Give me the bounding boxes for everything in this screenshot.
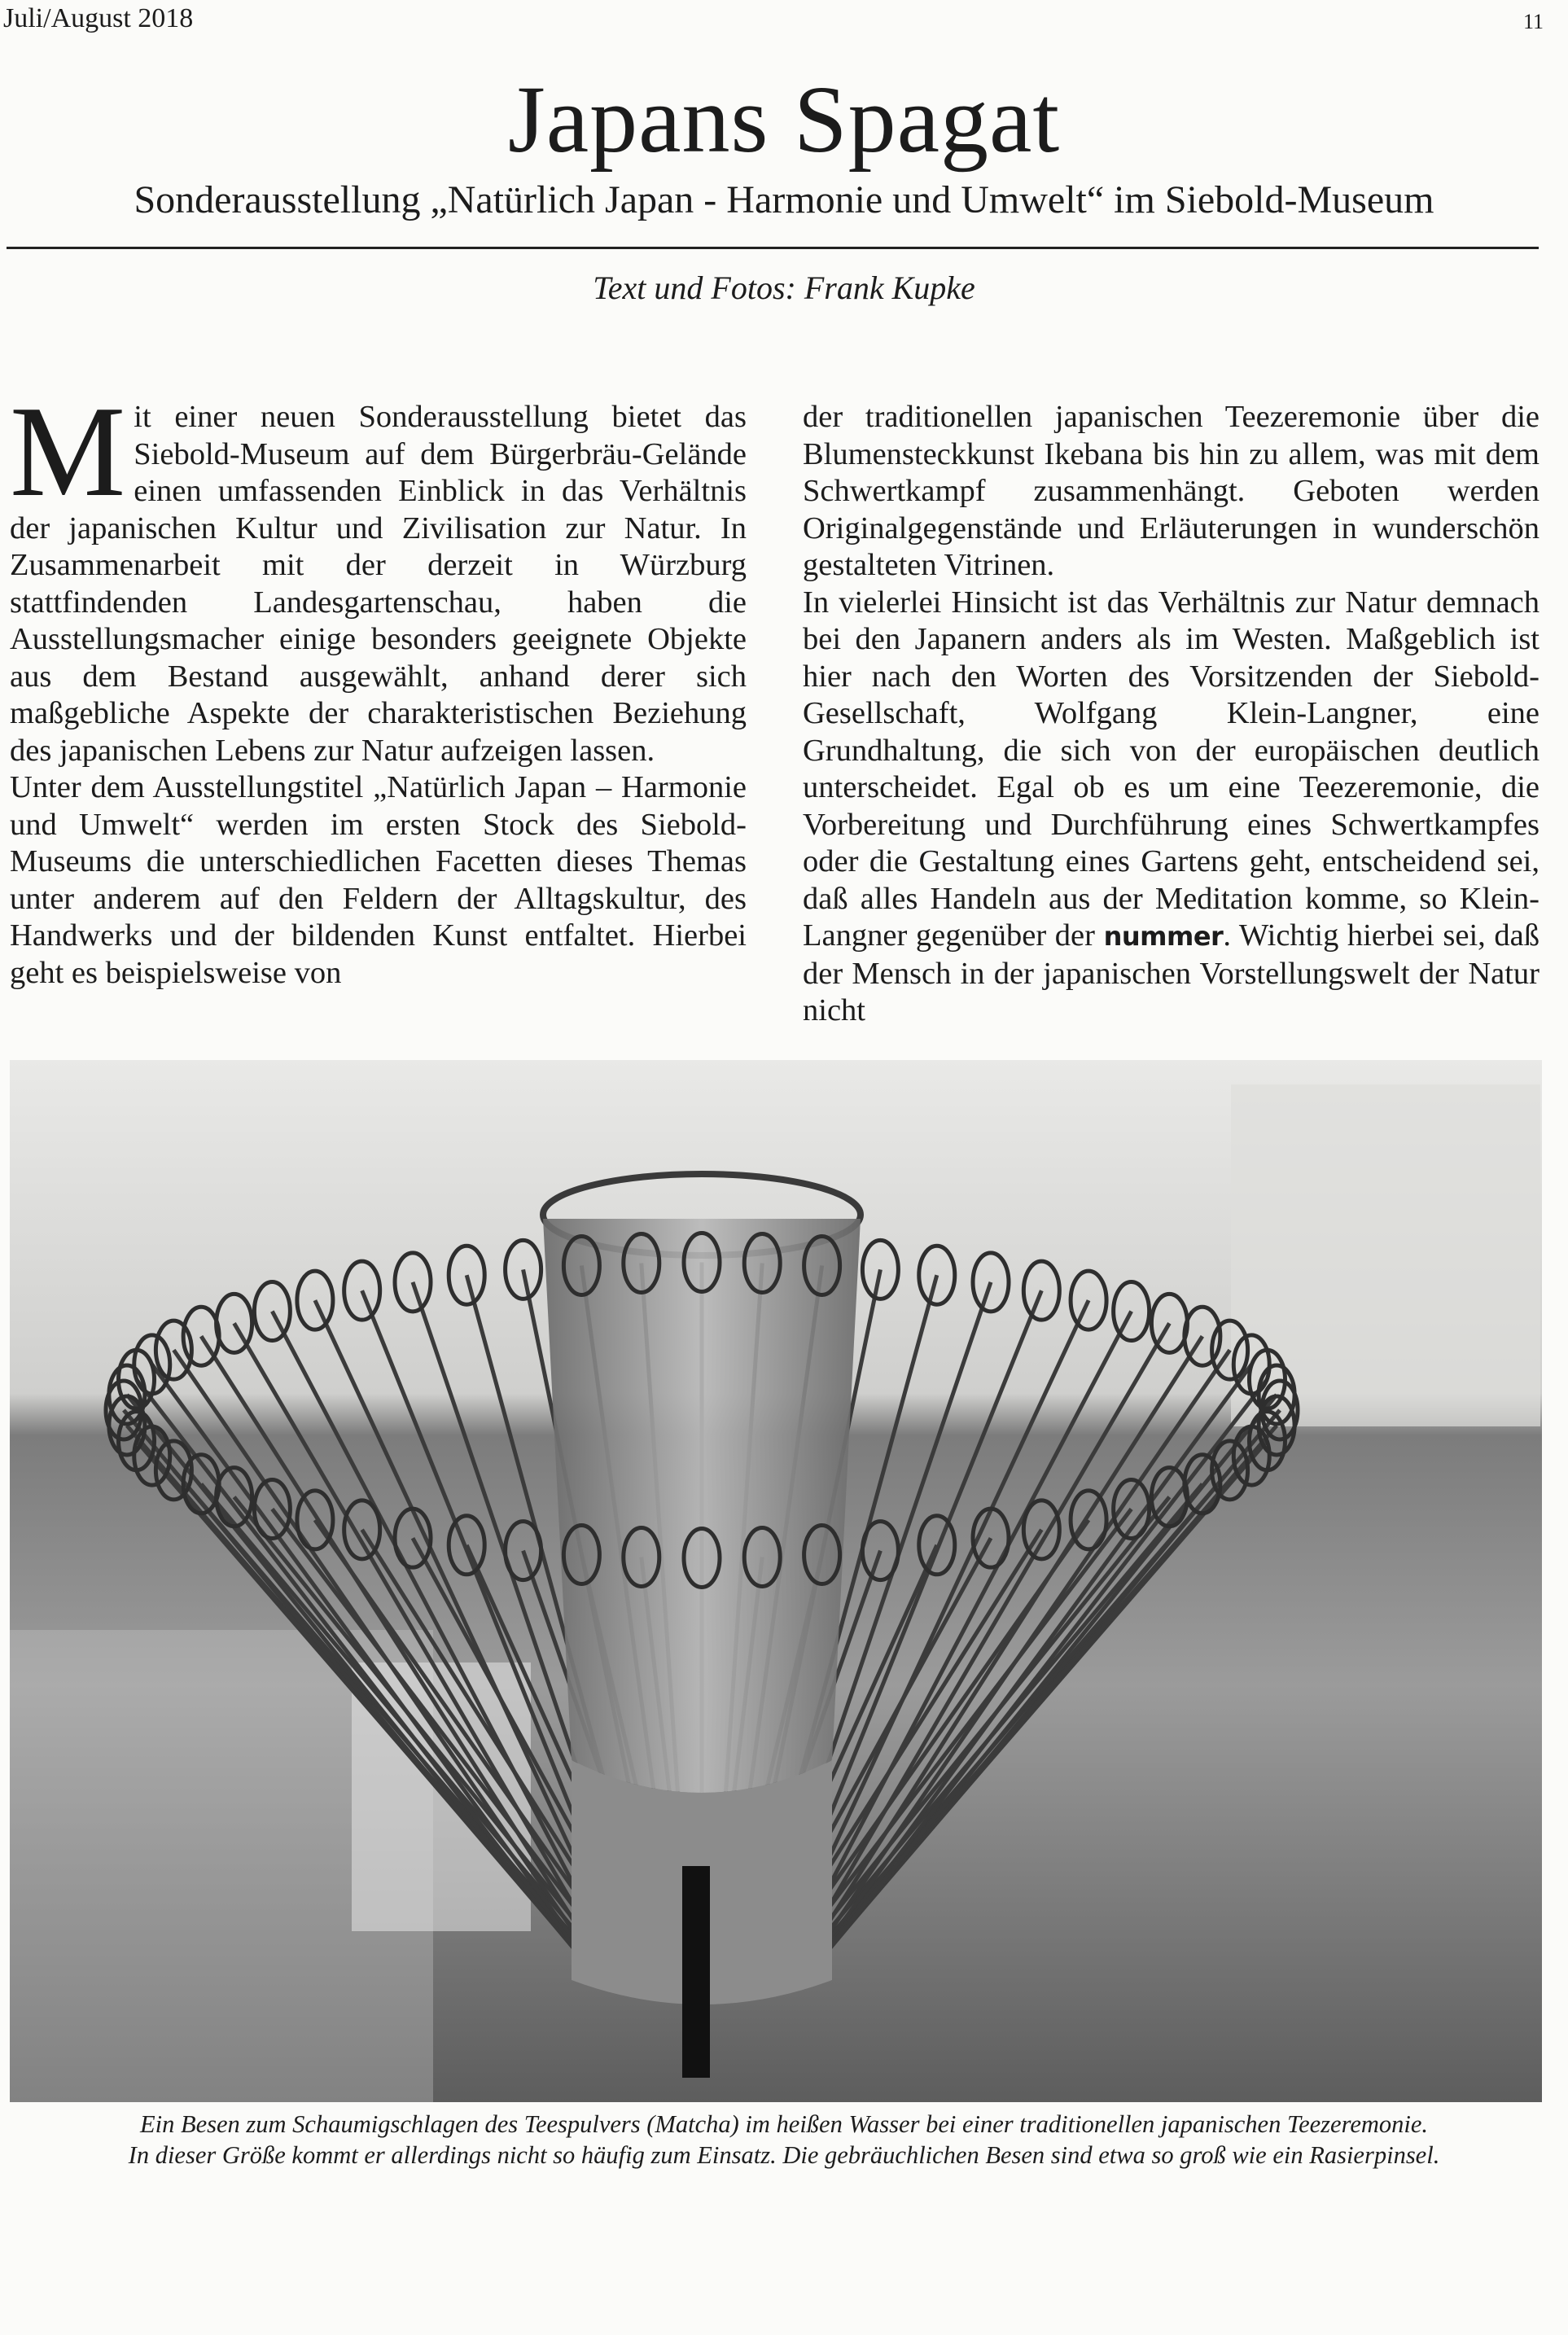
caption-line-2: In dieser Größe kommt er allerdings nicht so häufig zum Einsatz. Die gebräuchlichen Besen sind etwa so groß wie ein Rasierpinsel. [128,2141,1440,2169]
title-rule [7,247,1539,249]
nature-text-end: . Wichtig hierbei sei, daß der Mensch in der japanischen Vorstellungswelt der Natur nicht [803,918,1540,1027]
tea-whisk-illustration [10,1060,1542,2102]
tea-whisk-photo [10,1060,1542,2102]
paragraph-tea-ceremony: der traditionellen japanischen Teezeremonie über die Blumensteckkunst Ikebana bis hin zu allem, was mit dem Schwertkampf zusammenhängt. Geboten werden Originalgegenstände und Erläuterungen in wunderschön gestalteten Vitrinen. [803,400,1540,582]
issue-date: Juli/August 2018 [3,3,194,33]
left-column [10,379,747,992]
page-number: 11 [1522,10,1544,33]
paragraph-nature [803,585,1540,1030]
byline: Text und Fotos: Frank Kupke [593,269,975,306]
drop-cap: M [10,379,126,524]
article-subtitle: Sonderausstellung „Natürlich Japan - Harmonie und Umwelt“ im Siebold-Museum [134,178,1434,221]
intro-text: it einer neuen Sonderausstellung bietet das Siebold-Museum auf dem Bürgerbräu-Gelände einen umfassenden Einblick in das Verhältnis der japanischen Kultur und Zivilisation zur Natur. In Zusammenarbeit mit der derzeit in Würzburg stattfindenden Landesgartenschau, haben die Ausstellungsmacher einige besonders geeignete Objekte aus dem Bestand ausgewählt, anhand derer sich maßgebliche Aspekte der charakteristischen Beziehung des japanischen Lebens zur Natur aufzeigen lassen. [10,400,747,768]
article-title: Japans Spagat [507,66,1061,173]
magazine-logo-text: nummer [1103,921,1224,952]
right-column [803,399,1540,1030]
paragraph-intro [10,379,747,769]
nature-text: In vielerlei Hinsicht ist das Verhältnis zur Natur demnach bei den Japanern anders als im Westen. Maßgeblich ist hier nach den Worten des Vorsitzenden der Siebold-Gesellschaft, Wolfgang Klein-Langner, eine Grundhaltung, die sich von der europäischen deutlich unterscheidet. Egal ob es um eine Teezeremonie, die Vorbereitung und Durchführung eines Schwertkampfes oder die Gestaltung eines Gartens geht, entscheidend sei, daß alles Handeln aus der Meditation komme, so Klein-Langner gegenüber der [803,585,1540,953]
paragraph-exhibition: Unter dem Ausstellungstitel „Natürlich Japan – Harmonie und Umwelt“ werden im ersten Stock des Siebold-Museums die unterschiedlichen Facetten dieses Themas unter anderem auf den Feldern der Alltagskultur, des Handwerks und der bildenden Kunst entfaltet. Hierbei geht es beispielsweise von [10,770,747,990]
caption-line-1: Ein Besen zum Schaumigschlagen des Teespulvers (Matcha) im heißen Wasser bei einer traditionellen japanischen Teezeremonie. [139,2110,1429,2138]
photo-caption [0,2109,1568,2171]
